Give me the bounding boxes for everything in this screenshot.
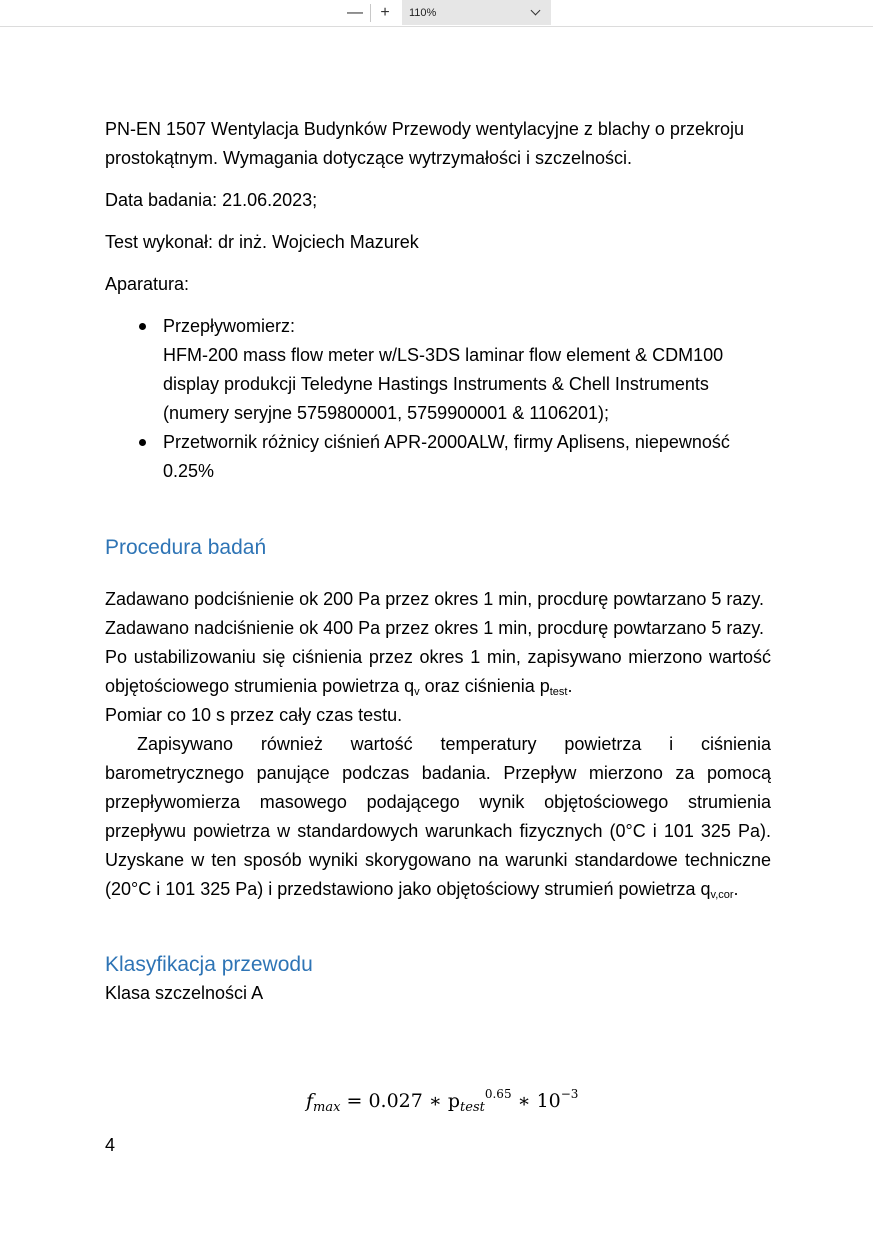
classification-heading: Klasyfikacja przewodu [105,953,313,976]
document-body [105,115,771,1008]
viewer-toolbar [0,0,873,27]
leakage-formula: $f_{max} = 0.027$ ∗ $p_{test}^{0.65}$ ∗ $10^{-3}$ [306,1087,579,1115]
zoom-level-select[interactable] [402,0,551,25]
classification-class: Klasa szczelności A [105,983,264,1003]
tester-name: Test wykonał: dr inż. Wojciech Mazurek [105,232,419,252]
standard-reference: PN-EN 1507 Wentylacja Budynków Przewody wentylacyjne z blachy o przekroju prostokątnym. Wymagania dotyczące wytrzymałości i szczelności. [105,119,744,168]
zoom-level-value: 110% [409,6,437,19]
plus-icon: + [380,3,390,21]
procedure-line-3: Po ustabilizowaniu się ciśnienia przez okres 1 min, zapisywano mierzono wartość objętościowego strumienia powietrza $q_v$ oraz ciśnienia $p_{test}$. [105,647,771,698]
zoom-in-button[interactable] [371,0,399,25]
list-item [105,312,771,428]
procedure-line-2: Zadawano nadciśnienie ok 400 Pa przez okres 1 min, procdurę powtarzano 5 razy. [105,618,765,638]
page-number: 4 [105,1135,116,1155]
test-date: Data badania: 21.06.2023; [105,190,318,210]
zoom-out-button[interactable] [341,0,369,25]
procedure-heading: Procedura badań [105,536,267,559]
apparatus-item-title: Przepływomierz: [163,316,296,336]
apparatus-item-title: Przetwornik różnicy ciśnień APR-2000ALW, firmy Aplisens, niepewność 0.25% [163,432,730,481]
apparatus-label: Aparatura: [105,274,190,294]
list-item [105,428,771,486]
minus-icon: — [347,3,363,21]
apparatus-list [105,312,771,486]
procedure-paragraph: Zapisywano również wartość temperatury powietrza i ciśnienia barometrycznego panujące podczas badania. Przepływ mierzono za pomocą przepływomierza masowego podającego wynik objętościowego strumienia przepływu powietrza w standardowych warunkach fizycznych (0°C i 101 325 Pa). Uzyskane w ten sposób wyniki skorygowano na warunki standardowe techniczne (20°C i 101 325 Pa) i przedstawiono jako objętościowy strumień powietrza $q_{v,cor}$. [105,734,771,901]
procedure-line-4: Pomiar co 10 s przez cały czas testu. [105,705,403,725]
procedure-line-1: Zadawano podciśnienie ok 200 Pa przez okres 1 min, procdurę powtarzano 5 razy. [105,589,765,609]
apparatus-item-detail: HFM-200 mass flow meter w/LS-3DS laminar flow element & CDM100 display produkcji Teledyne Hastings Instruments & Chell Instruments (numery seryjne 5759800001, 5759900001 & 1106201); [163,345,724,423]
chevron-down-icon [531,6,541,16]
